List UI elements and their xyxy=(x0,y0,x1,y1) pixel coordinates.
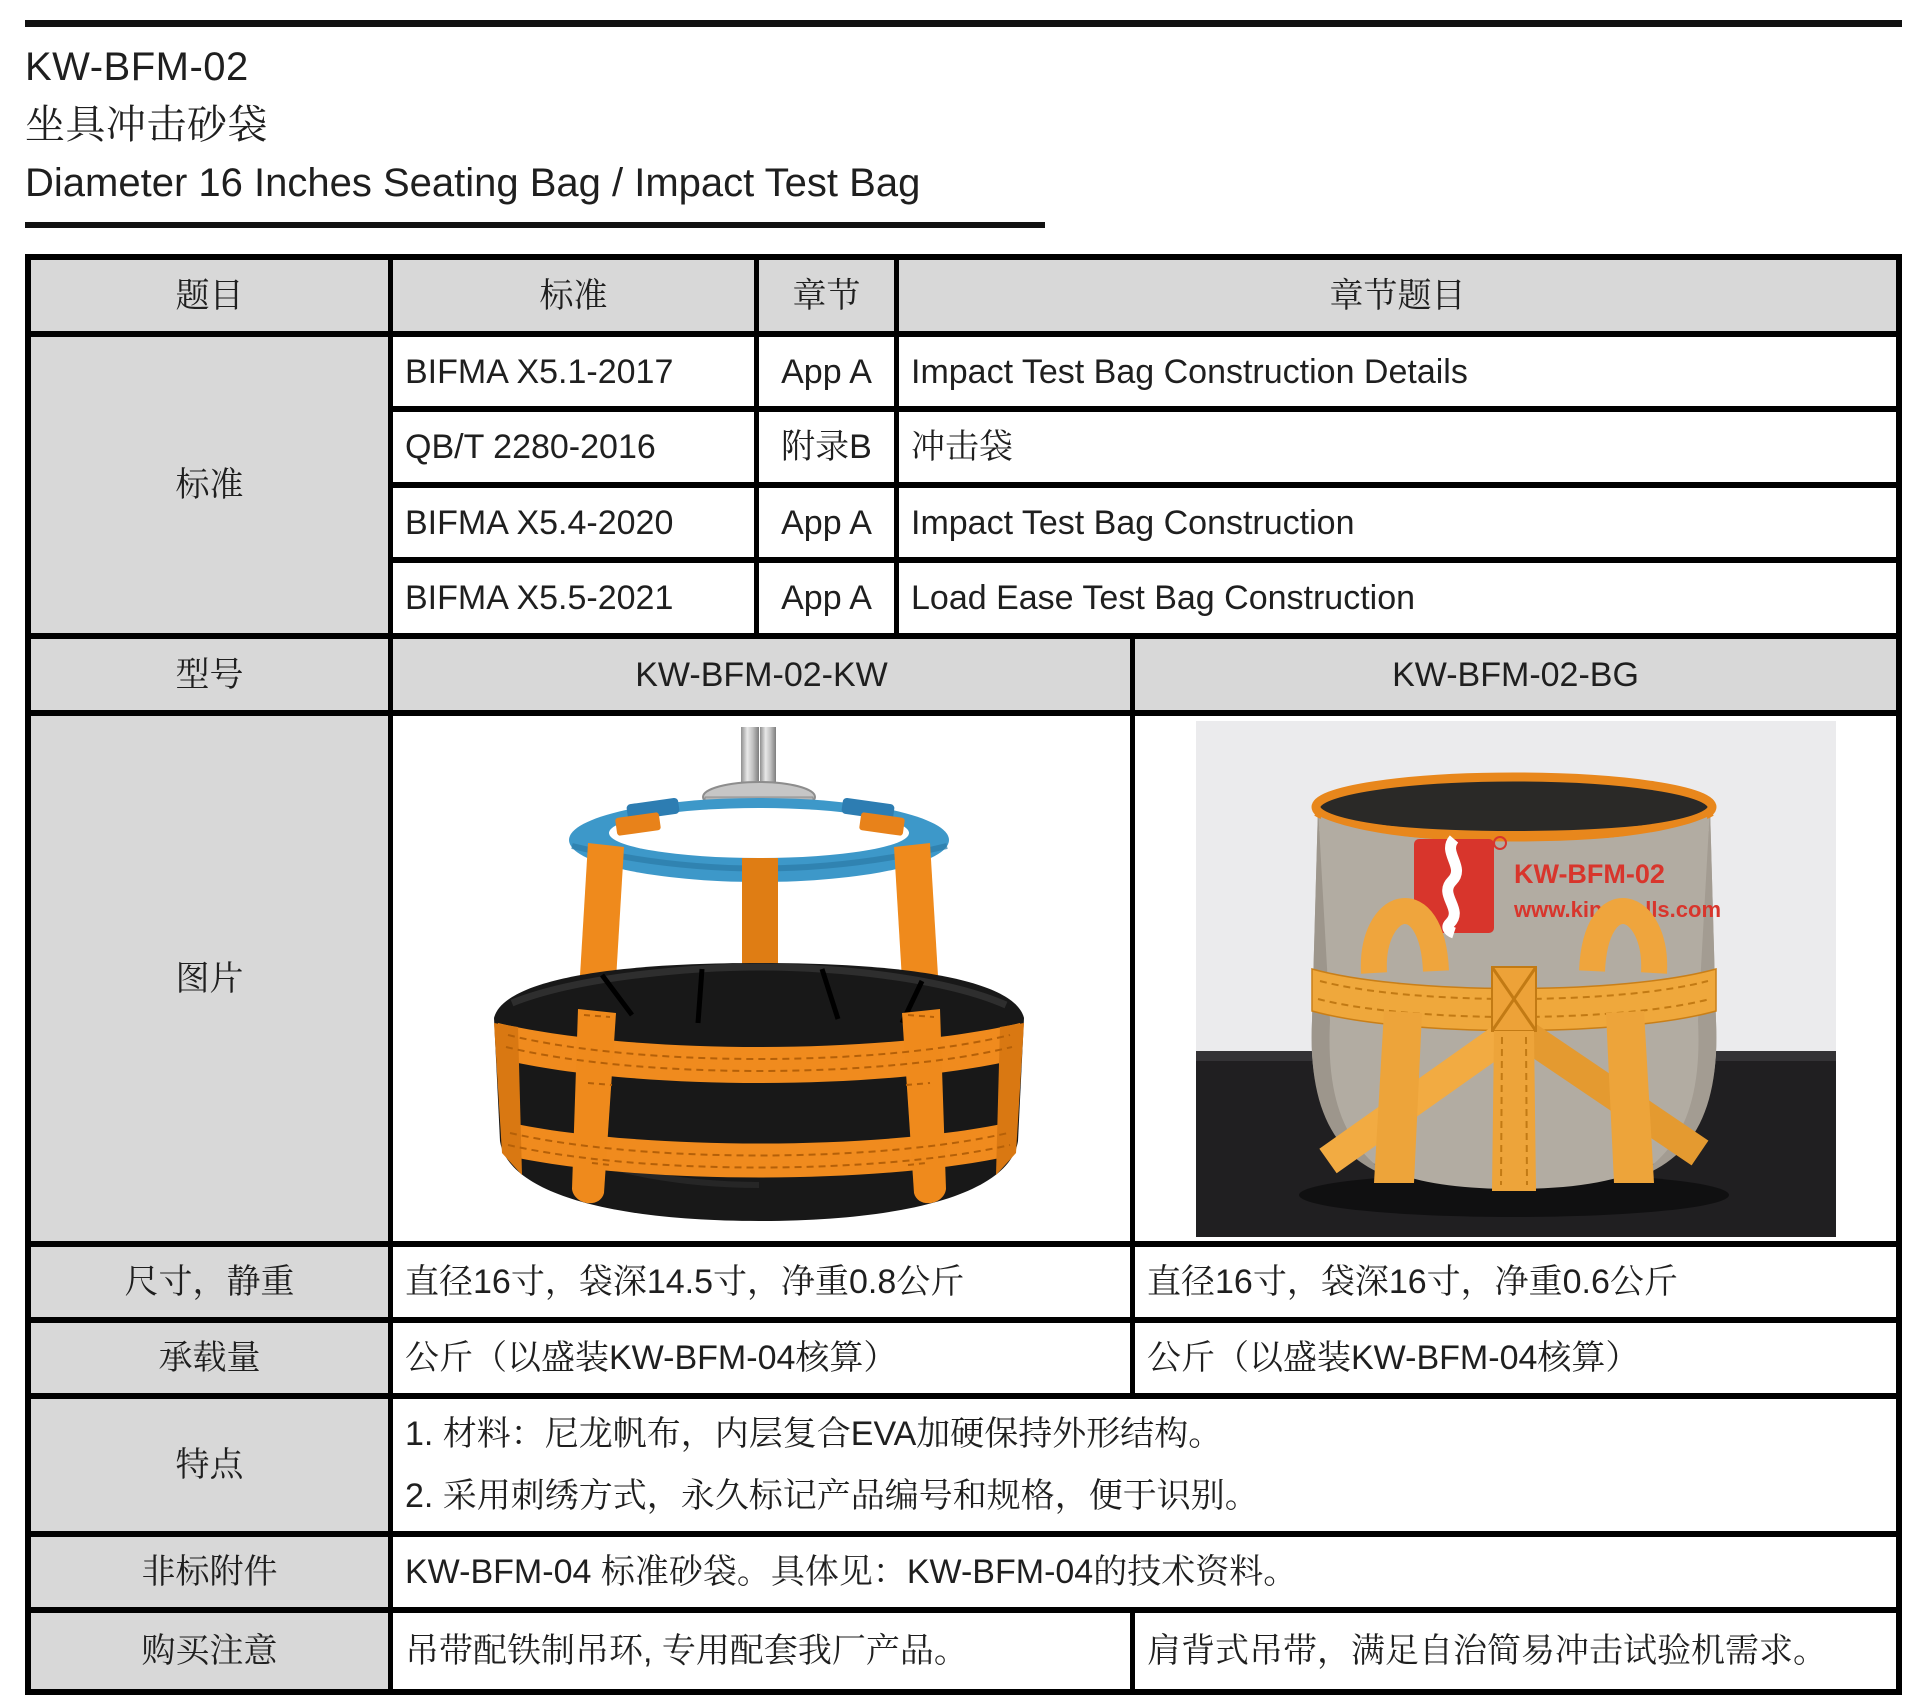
kw-bag-illustration xyxy=(402,723,1122,1235)
standards-section xyxy=(31,260,1896,639)
standard-name: BIFMA X5.4-2020 xyxy=(393,488,759,563)
model-kw: KW-BFM-02-KW xyxy=(393,639,1135,716)
features-text xyxy=(393,1399,1896,1537)
feature-line: 1. 材料：尼龙帆布，内层复合EVA加硬保持外形结构。 xyxy=(405,1415,1223,1453)
header-cell-topic: 题目 xyxy=(31,260,393,337)
header-cell-chapter: 章节 xyxy=(759,260,899,337)
bg-logo-url-text: www.kingwells.com xyxy=(1513,896,1721,922)
purchase-note-section xyxy=(31,1613,1896,1689)
capacity-bg: 公斤（以盛装KW-BFM-04核算） xyxy=(1135,1323,1896,1399)
standard-chapter-title: Impact Test Bag Construction xyxy=(899,488,1896,563)
capacity-kw: 公斤（以盛装KW-BFM-04核算） xyxy=(393,1323,1135,1399)
accessories-text: KW-BFM-04 标准砂袋。具体见：KW-BFM-04的技术资料。 xyxy=(393,1537,1896,1613)
standard-chapter: App A xyxy=(759,488,899,563)
bg-bag-illustration xyxy=(1196,721,1836,1237)
top-divider xyxy=(25,20,1902,27)
feature-line: 2. 采用刺绣方式，永久标记产品编号和规格，便于识别。 xyxy=(405,1477,1259,1515)
kw-product-photo xyxy=(393,716,1135,1247)
subtitle-english: Diameter 16 Inches Seating Bag / Impact Test Bag xyxy=(25,161,921,205)
purchase-note-row-label: 购买注意 xyxy=(31,1613,393,1689)
features-section xyxy=(31,1399,1896,1613)
standard-chapter: 附录B xyxy=(759,412,899,488)
standard-name: BIFMA X5.1-2017 xyxy=(393,337,759,412)
bg-logo-model-text: KW-BFM-02 xyxy=(1513,858,1665,889)
photo-row-label: 图片 xyxy=(31,716,393,1247)
standard-chapter: App A xyxy=(759,563,899,639)
features-row-label: 特点 xyxy=(31,1399,393,1537)
accessories-row-label: 非标附件 xyxy=(31,1537,393,1613)
model-row-label: 型号 xyxy=(31,639,393,716)
header-cell-chapter-title: 章节题目 xyxy=(899,260,1896,337)
standard-chapter: App A xyxy=(759,337,899,412)
purchase-note-bg: 肩背式吊带，满足自治简易冲击试验机需求。 xyxy=(1147,1632,1827,1670)
model-bg: KW-BFM-02-BG xyxy=(1135,639,1896,716)
title-underline xyxy=(25,222,1045,228)
spec-table xyxy=(25,254,1902,1695)
standard-name: BIFMA X5.5-2021 xyxy=(393,563,759,639)
standard-name: QB/T 2280-2016 xyxy=(393,412,759,488)
standard-chapter-title: 冲击袋 xyxy=(899,412,1896,488)
standards-row-label: 标准 xyxy=(31,337,393,639)
header-cell-standard: 标准 xyxy=(393,260,759,337)
model-section xyxy=(31,639,1896,1399)
page-title: KW-BFM-02 xyxy=(25,45,249,89)
capacity-row-label: 承载量 xyxy=(31,1323,393,1399)
dimensions-kw: 直径16寸，袋深14.5寸，净重0.8公斤 xyxy=(393,1247,1135,1323)
dimensions-bg: 直径16寸，袋深16寸，净重0.6公斤 xyxy=(1135,1247,1896,1323)
subtitle-chinese: 坐具冲击砂袋 xyxy=(25,103,268,147)
standard-chapter-title: Load Ease Test Bag Construction xyxy=(899,563,1896,639)
bg-product-photo xyxy=(1135,716,1896,1247)
standard-chapter-title: Impact Test Bag Construction Details xyxy=(899,337,1896,412)
dimensions-row-label: 尺寸，静重 xyxy=(31,1247,393,1323)
purchase-note-kw: 吊带配铁制吊环, 专用配套我厂产品。 xyxy=(393,1613,1135,1689)
